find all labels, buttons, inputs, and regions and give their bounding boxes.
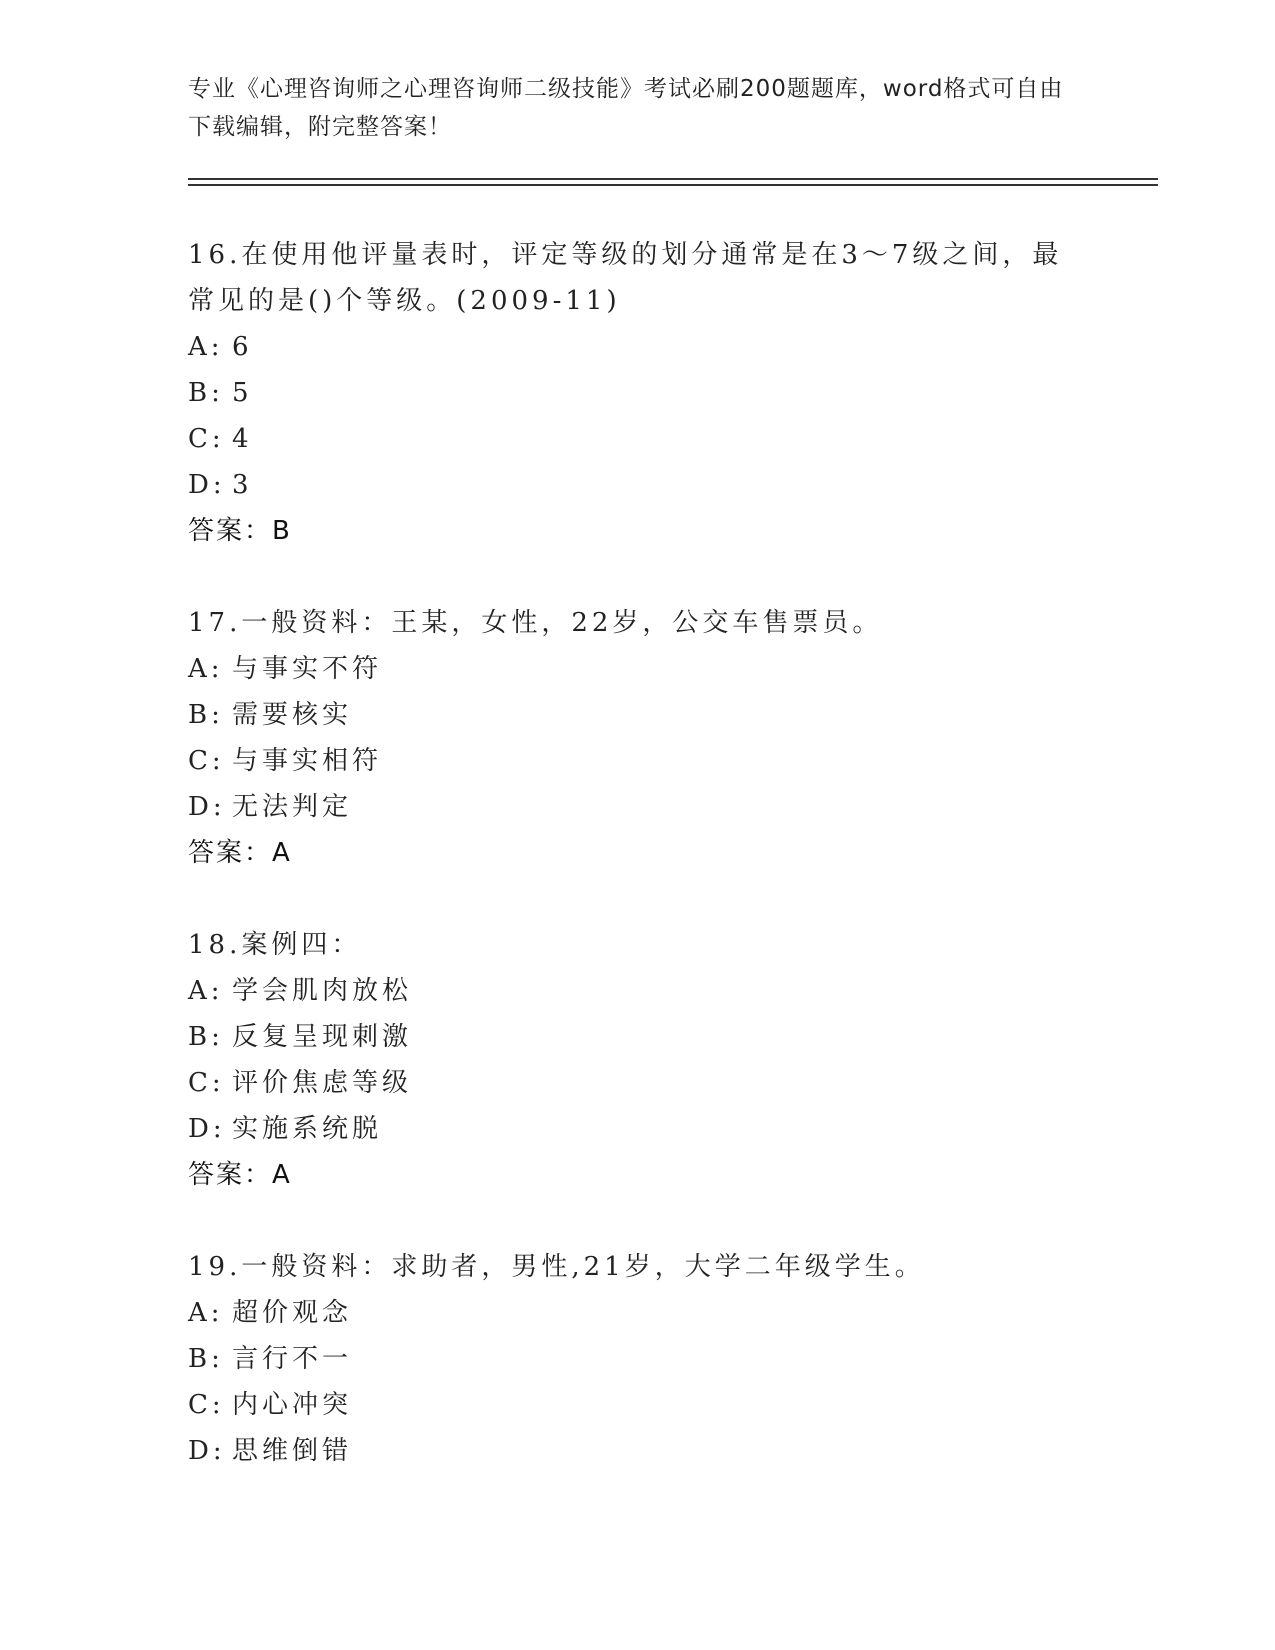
option-a [188, 968, 1088, 1014]
option-key: B: [188, 700, 224, 730]
option-key: C: [188, 746, 225, 776]
option-b [188, 370, 1088, 416]
option-a [188, 324, 1088, 370]
option-d [188, 462, 1088, 508]
option-text: 6 [232, 332, 253, 362]
option-d [188, 1428, 1088, 1474]
option-text: 思维倒错 [232, 1436, 353, 1466]
answer-label: 答案：A [188, 838, 292, 868]
option-text: 与事实不符 [232, 654, 383, 684]
question-stem: 19.一般资料：求助者，男性,21岁，大学二年级学生。 [188, 1252, 925, 1282]
option-key: A: [188, 976, 224, 1006]
option-text: 3 [232, 470, 253, 500]
option-key: B: [188, 378, 224, 408]
option-key: A: [188, 654, 224, 684]
option-key: D: [188, 792, 226, 822]
option-text: 与事实相符 [232, 746, 383, 776]
option-b [188, 1336, 1088, 1382]
option-text: 需要核实 [232, 700, 353, 730]
option-d [188, 784, 1088, 830]
question-16 [188, 232, 1088, 554]
option-a [188, 1290, 1088, 1336]
option-text: 学会肌肉放松 [232, 976, 413, 1006]
question-stem: 18.案例四： [188, 930, 362, 960]
option-c [188, 1382, 1088, 1428]
answer-label: 答案：A [188, 1160, 292, 1190]
option-b [188, 1014, 1088, 1060]
option-text: 4 [232, 424, 253, 454]
question-18 [188, 922, 1088, 1198]
answer-label: 答案：B [188, 516, 292, 546]
option-text: 内心冲突 [232, 1390, 353, 1420]
option-key: D: [188, 1436, 226, 1466]
header-divider-top [188, 178, 1158, 180]
option-key: C: [188, 1068, 225, 1098]
question-list [188, 232, 1088, 1520]
option-c [188, 416, 1088, 462]
option-c [188, 738, 1088, 784]
question-17 [188, 600, 1088, 876]
option-text: 反复呈现刺激 [232, 1022, 413, 1052]
option-b [188, 692, 1088, 738]
option-key: C: [188, 1390, 225, 1420]
option-text: 评价焦虑等级 [232, 1068, 413, 1098]
header-divider-bottom [188, 184, 1158, 186]
option-text: 实施系统脱 [232, 1114, 383, 1144]
question-stem: 17.一般资料：王某，女性，22岁，公交车售票员。 [188, 608, 883, 638]
option-text: 言行不一 [232, 1344, 353, 1374]
option-text: 超价观念 [232, 1298, 353, 1328]
option-a [188, 646, 1088, 692]
document-intro: 专业《心理咨询师之心理咨询师二级技能》考试必刷200题题库，word格式可自由下载编辑，附完整答案！ [188, 76, 1064, 140]
option-key: D: [188, 1114, 226, 1144]
option-key: B: [188, 1344, 224, 1374]
option-text: 5 [232, 378, 253, 408]
option-key: B: [188, 1022, 224, 1052]
question-stem: 16.在使用他评量表时，评定等级的划分通常是在3～7级之间，最常见的是()个等级。(2009-11) [188, 240, 1063, 316]
option-key: A: [188, 1298, 224, 1328]
option-key: C: [188, 424, 225, 454]
option-key: A: [188, 332, 224, 362]
option-d [188, 1106, 1088, 1152]
option-c [188, 1060, 1088, 1106]
option-text: 无法判定 [232, 792, 353, 822]
option-key: D: [188, 470, 226, 500]
question-19 [188, 1244, 1088, 1474]
